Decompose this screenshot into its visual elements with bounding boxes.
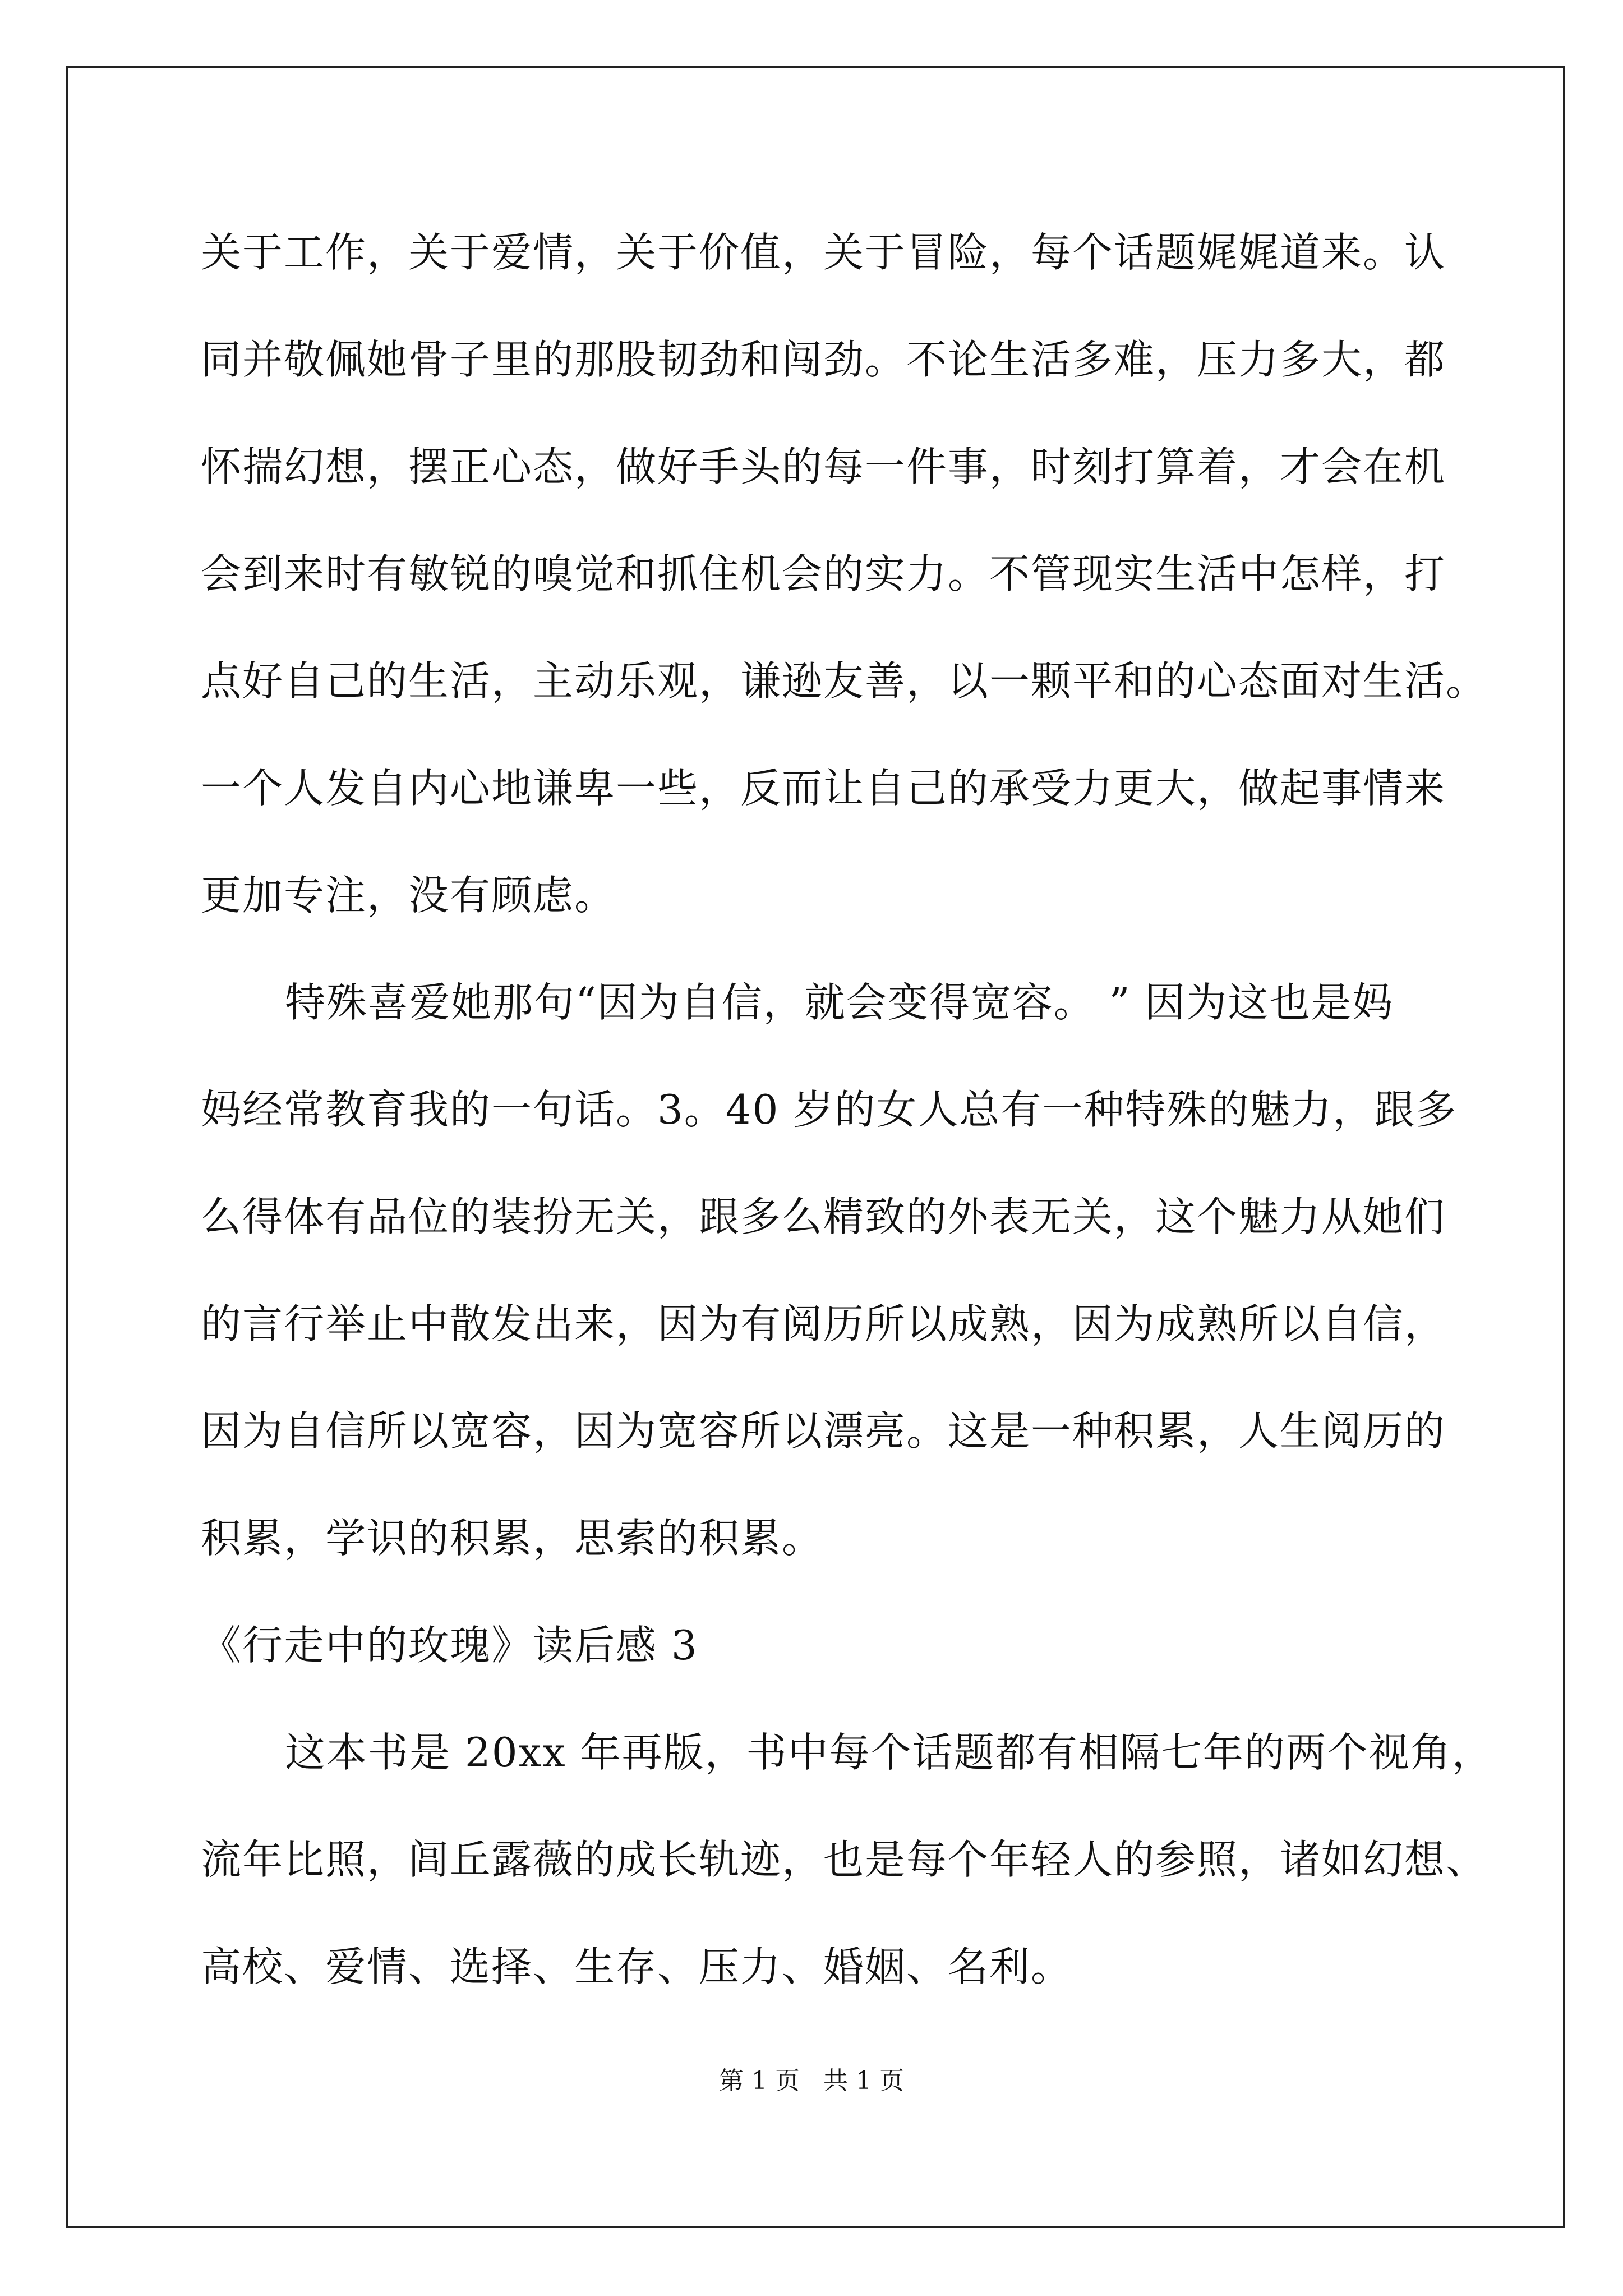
text-line: 因为自信所以宽容，因为宽容所以漂亮。这是一种积累，人生阅历的 xyxy=(201,1407,1446,1455)
text-line: 关于工作，关于爱情，关于价值，关于冒险，每个话题娓娓道来。认 xyxy=(201,229,1446,276)
text-line: 么得体有品位的装扮无关，跟多么精致的外表无关，这个魅力从她们 xyxy=(201,1193,1446,1240)
page-number-footer: 第 1 页 共 1 页 xyxy=(719,2067,904,2095)
text-line: 的言行举止中散发出来，因为有阅历所以成熟，因为成熟所以自信， xyxy=(201,1300,1446,1347)
paragraph-first-line: 这本书是 20xx 年再版，书中每个话题都有相隔七年的两个视角， xyxy=(285,1729,1493,1776)
text-line: 会到来时有敏锐的嗅觉和抓住机会的实力。不管现实生活中怎样，打 xyxy=(201,550,1446,597)
text-line: 怀揣幻想，摆正心态，做好手头的每一件事，时刻打算着，才会在机 xyxy=(201,443,1446,490)
text-line: 妈经常教育我的一句话。3。40 岁的女人总有一种特殊的魅力，跟多 xyxy=(201,1086,1458,1133)
section-heading: 《行走中的玫瑰》读后感 3 xyxy=(201,1622,698,1669)
text-line: 高校、爱情、选择、生存、压力、婚姻、名利。 xyxy=(201,1943,1073,1990)
text-line: 点好自己的生活，主动乐观，谦逊友善，以一颗平和的心态面对生活。 xyxy=(201,657,1488,705)
text-line: 更加专注，没有顾虑。 xyxy=(201,872,616,919)
paragraph-first-line: 特殊喜爱她那句“因为自信，就会变得宽容。 ” 因为这也是妈 xyxy=(285,979,1394,1026)
text-line: 同并敬佩她骨子里的那股韧劲和闯劲。不论生活多难，压力多大，都 xyxy=(201,336,1446,383)
text-line: 一个人发自内心地谦卑一些，反而让自己的承受力更大，做起事情来 xyxy=(201,765,1446,812)
text-line: 积累，学识的积累，思索的积累。 xyxy=(201,1515,824,1562)
document-body xyxy=(201,216,1493,2037)
text-line: 流年比照，闾丘露薇的成长轨迹，也是每个年轻人的参照，诸如幻想、 xyxy=(201,1836,1488,1883)
